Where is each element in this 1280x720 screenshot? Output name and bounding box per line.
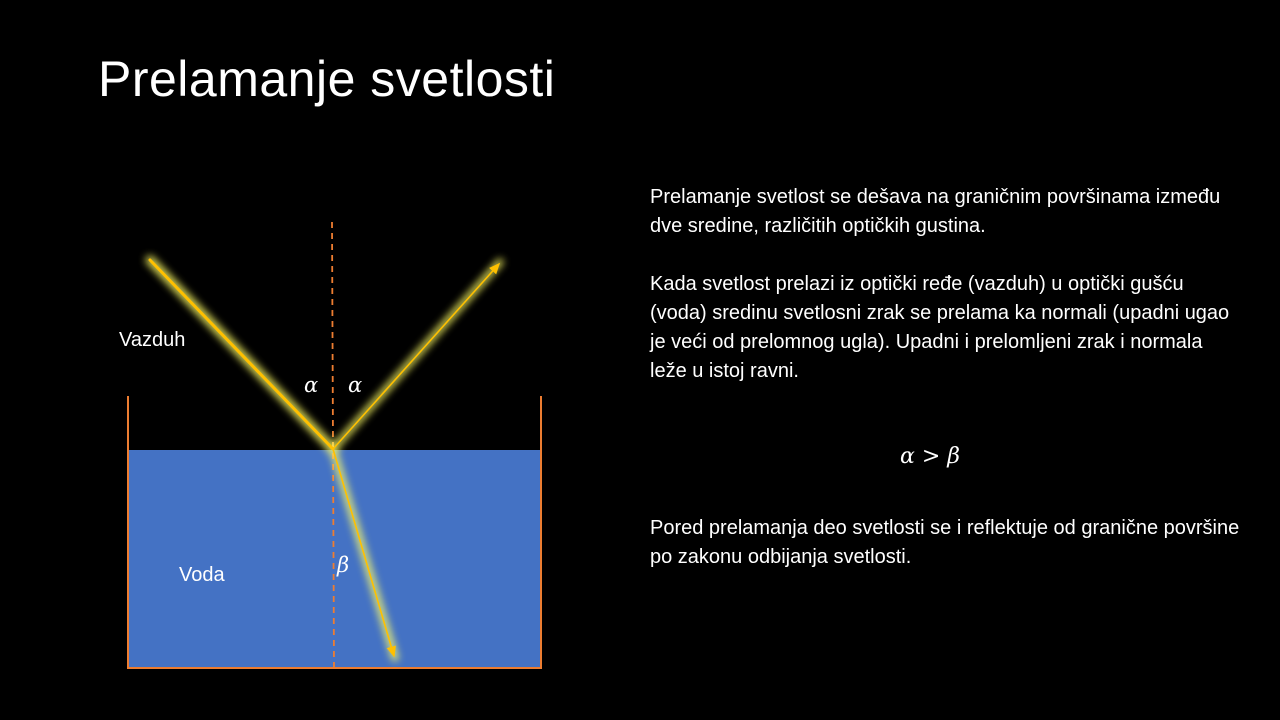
paragraph-refraction-rule: Kada svetlost prelazi iz optički ređe (vazduh) u optički gušću (voda) sredinu svetlosni zrak se prelama ka normali (upadni ugao je veći od prelomnog ugla). Upadni i prelomljeni zrak i normala leže u istoj ravni. [650, 273, 1230, 382]
explanation-panel [650, 183, 1240, 386]
water-body [128, 450, 541, 668]
incident-ray [150, 260, 333, 449]
label-water: Voda [179, 564, 225, 586]
reflected-ray [333, 264, 499, 449]
slide-title: Prelamanje svetlosti [98, 51, 556, 107]
paragraph-refraction-definition: Prelamanje svetlost se dešava na graničnim površinama između dve sredine, različitih optičkih gustina. [650, 186, 1221, 237]
label-air: Vazduh [119, 329, 186, 351]
angle-refracted-label: β [337, 553, 350, 577]
angle-formula: α > β [900, 444, 960, 469]
angle-reflected-label: α [348, 373, 363, 397]
angle-incident-label: α [304, 373, 319, 397]
paragraph-reflection: Pored prelamanja deo svetlosti se i reflektuje od granične površine po zakonu odbijanja svetlosti. [650, 517, 1240, 568]
